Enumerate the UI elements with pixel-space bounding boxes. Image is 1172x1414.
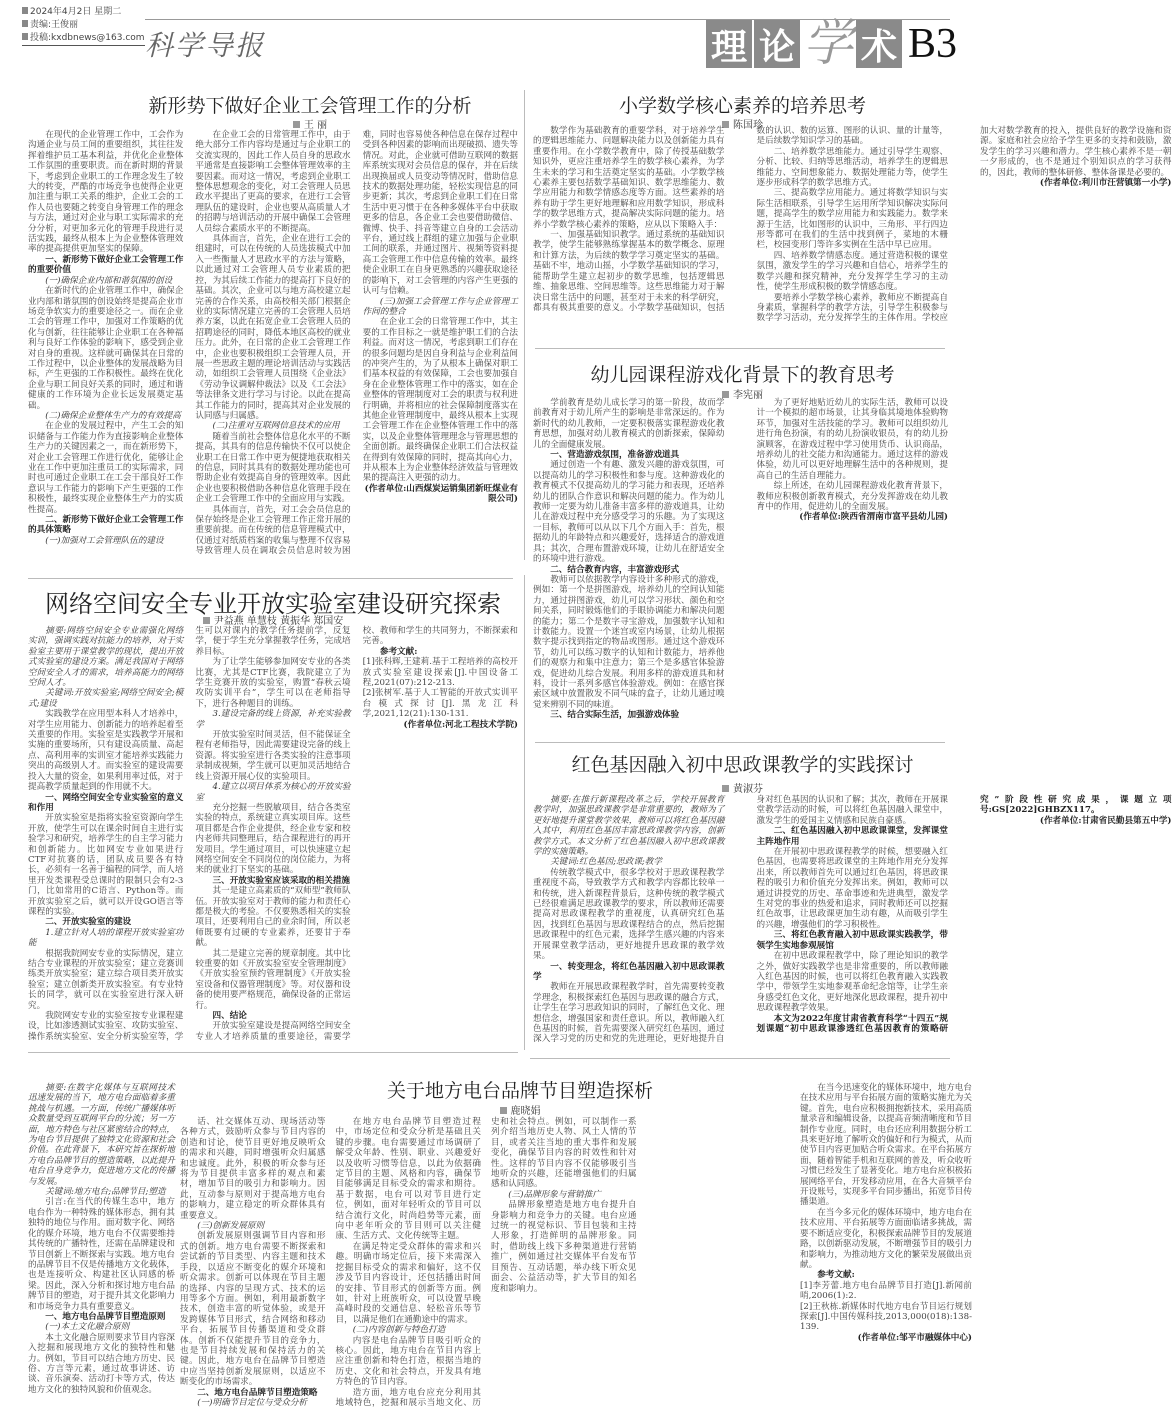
section-heading: 三、开放实验室应该采取的相关措施	[212, 875, 351, 886]
paragraph: 内容是电台品牌节目吸引听众的核心。因此，地方电台在节目内容上应注重创新和特色打造，根据当地的历史、文化和社会特点，开发具有地方特色的节目内容。	[335, 1335, 481, 1388]
article-title: 红色基因融入初中思政课教学的实践探讨	[571, 754, 914, 776]
section-char: 术	[856, 20, 902, 68]
paragraph: 实践教学在应用型本科人才培养中，对学生应用能力、创新能力的培养起着至关重要的作用。实验室是实践教学开展和实施的重要场所，只有建设高质量、高起点、高利用率的实训室才能培养实践能力突出的高级别人才。而实验室的建设需要投入大量的资金，如果利用率过低，对于提高教学质量起到的作用就不大。	[28, 709, 184, 793]
section-heading: 四、结论	[212, 1011, 247, 1022]
article-author: 李宪丽	[540, 386, 945, 401]
section-heading: 一、地方电台品牌节目塑造原则	[45, 1311, 166, 1322]
section-heading: 参考文献:	[379, 646, 418, 657]
paragraph: 充分挖掘一些脱敏项目，结合各类室实验的特点，系统建立真实项目库。这些项目都是合作企业提供，经企业专家和校内老师共同整理后，结合课程进行的再开发项目。学生通过项目，可以快速建立起网络空间安全不同岗位的岗位能力，为将来的就业打下坚实的基础。	[195, 802, 351, 876]
section-heading: 二、结合教育内容，丰富游戏形式	[550, 564, 680, 575]
article-body	[28, 130, 518, 562]
paragraph: 开放实验室建设是提高网络空间安全专业人才培养质量的重要途径，需要学校、教师和学生的共同努力，不断探索和完善。	[195, 626, 518, 1042]
article-title: 网络空间安全专业开放实验室建设研究探索	[45, 590, 501, 618]
paragraph: 在现代的企业管理工作中，工会作为沟通企业与员工间的重要组织，其往往发挥着维护员工基本利益，并优化企业整体工作氛围的重要职责。而在新时期的背景下，考虑到企业职工的工作理念发生了较大的转变，严酷的市场竞争也使得企业更加注重与职工关系的维护，企业工会的工作人员也要随之转变自身管理工作的理念与方法，通过对企业与职工实际需求的充分分析，对更加多元化的管理手段进行灵活实践，最终从根本上为企业整体管理效率的提高提供更加坚实的保障。	[28, 130, 184, 255]
section-heading: 参考文献:	[817, 1270, 855, 1281]
paragraph: 在企业工会的日常管理工作中，由于绝大部分工作内容均是通过与企业职工的交流实现的，因此工作人员自身的思政水平通常是直接影响工会整体管理效率的主要因素。而对这一情况，考虑到企业职工整体思想观念的变化，对工会管理人员思政水平提出了更高的要求，在进行工会管理队伍的建设时，企业也要从高质量人才的招聘与培训活动的开展中确保工会管理人员综合素质水平的不断提高。	[195, 130, 351, 234]
paragraph: 在地方电台品牌节目塑造过程中，市场定位和受众分析是基础且关键的步骤。电台需要通过市场调研了解受众年龄、性别、职业、兴趣爱好以及收听习惯等信息，以此为依据确定节目的主题、风格和内容，确保节目能够满足目标受众的需求和期待。基于数据，电台可以对节目进行定位，例如，面对年轻听众的节目可以结合流行文化，时尚趋势等元素，面向中老年听众的节目则可以关注健康、生活方式、文化传统等主题。	[335, 1117, 481, 1242]
subsection-heading: (三)加强工会管理工作与企业管理工作间的整合	[362, 296, 518, 317]
paragraph: 关键词:地方电台;品牌节目;塑造	[45, 1187, 166, 1198]
paragraph: 综上所述，在幼儿园课程游戏化教育背景下，教师应积极创新教育模式，充分发挥游戏在幼儿教育中的作用，促进幼儿的全面发展。	[756, 481, 948, 513]
editor: 责编:王俊丽	[22, 19, 145, 32]
submission-email: 投稿:kxdbnews@163.com	[22, 32, 145, 46]
subsection-heading: (一)确保企业内部和谐氛围的创设	[45, 275, 173, 286]
subsection-heading: (二)内容创新与特色打造	[352, 1325, 446, 1336]
paragraph: 三、提高数学应用能力。通过将数学知识与实际生活相联系，引导学生运用所学知识解决实际问题，提高学生的数学应用能力和实践能力。数学来源于生活，比如图形的认识中，三角形、平行四边形等都可在我们的生活中找到例子，菜地的木栅栏，校园变形门等许多实例在生活中早已应用。	[756, 188, 948, 251]
section-heading: 一、营造游戏氛围，准备游戏道具	[550, 450, 680, 461]
paragraph: 要培养小学数学核心素养，教师应不断提高自身素质，掌握科学的教学方法，引导学生积极参与数学学习活动，充分发挥学生的主体作用。学校应加大对数学教育的投入，提供良好的教学设施和资源。家庭和社会应给予学生更多的支持和鼓励，激发学生的学习兴趣和潜力。学生核心素养不是一朝一夕形成的，也不是通过个别知识点的学习获得的，因此，教师的整体研修、整体备课是必要的。	[756, 126, 1172, 324]
article-title: 新形势下做好企业工会管理工作的分析	[148, 95, 472, 117]
paragraph: 一、加强基础知识教学。通过系统的基础知识教学，使学生能够熟练掌握基本的数学概念、原理和计算方法，为后续的数学学习奠定坚实的基础。基础不牢，地动山摇，小学数学基础知识的学习，能帮助学生建立起初步的数学思维，包括逻辑思维、抽象思维、空间思维等。这些思维能力对于解决日常生活中的问题，甚至对于未来的科学研究，都具有极其重要的意义。小学数学基础知识，包括数的认识、数的运算、图形的认识、量的计量等，是后续数学知识学习的基础。	[533, 126, 948, 313]
paragraph: 在初中思政课程教学中，除了理论知识的教学之外，做好实践教学也是非常重要的，所以教师融入红色基因的时候，也可以将红色教育融入实践教学中，带领学生实地参观革命纪念馆等，让学生亲身感受红色文化，更好地深化思政课程，提升初中思政课程教学效果。	[756, 951, 948, 1014]
reference: [2]张树军.基于人工智能的开放式实训平台模式探讨[J].黑龙江科学,2021,12(21):130-131.	[362, 688, 518, 720]
paragraph: 随着当前社会整体信息化水平的不断提高，其具有的信息传输快不仅可以使企业职工在日常工作中更为便捷地获取相关的信息，同时其具有的数据处理功能也可帮助企业有效提高自身的管理效率。因此企业也要积极借助各种信息化管理手段在企业工会管理工作中的全面应用与实践。	[195, 431, 351, 505]
article-body	[533, 795, 1172, 1050]
section-heading: 一、网络空间安全专业实验室的意义和作用	[28, 792, 184, 813]
article-body	[28, 1083, 175, 1409]
article-divider	[530, 1058, 950, 1059]
paragraph: 关键词:红色基因;思政课;教学	[550, 857, 662, 868]
paragraph: 话、社交媒体互动、现场活动等各种方式，鼓励听众参与节目内容的创造和讨论，使节目更好地反映听众的需求和兴趣，同时增强听众归属感和忠诚度。此外，积极的听众参与还将为节目提供丰富多样的观点和素材，增加节目的吸引力和影响力。因此，互动参与原则对于提高地方电台的影响力，建立稳定的听众群体具有重要意义。	[180, 1117, 326, 1221]
article-divider	[28, 1052, 518, 1053]
section-char: 学	[803, 14, 853, 72]
section-char: 理	[706, 20, 752, 68]
article-body	[28, 626, 518, 1050]
paragraph: 二、培养数学思维能力。通过引导学生观察、分析、比较、归纳等思维活动，培养学生的逻辑思维能力、空间想象能力、数据处理能力等，使学生逐步形成科学的数学思维方式。	[756, 146, 948, 189]
section-heading: 二、红色基因融入初中思政课课堂，发挥课堂主阵地作用	[756, 826, 948, 847]
paragraph: 在新时代的企业管理工作中，确保企业内部和谐氛围的创设始终是提高企业市场竞争软实力的重要途径之一。而在企业工会的管理工作中，加强对工作策略的优化与创新，往往能够让企业职工在各种福利与良好工作体验的影响下，感受到企业对自身的重视。这样就可确保其在日常的工作过程中，以企业整体的发展战略为目标，产生更强的工作积极性。最终在优化企业与职工间良好关系的同时，通过和谐健康的工作环境为企业长远发展奠定基础。	[28, 286, 184, 411]
paragraph: 数学作为基础教育的重要学科，对于培养学生的逻辑思维能力、问题解决能力以及创新能力具有重要作用。在小学数学教育中，除了传授基础数学知识外，更应注重培养学生的数学核心素养，为学生未来的学习和生活奠定坚实的基础。小学数学核心素养主要包括数学基础知识、数学思维能力、数学应用能力和数学情感态度等方面。这些素养的培养有助于学生更好地理解和应用数学知识，形成科学的数学思维方式，提高解决实际问题的能力。培养小学数学核心素养的策略，应从以下策略入手：	[533, 126, 725, 230]
paragraph: 在满足特定受众群体的需求和兴趣。明确市场定位后，接下来需深入挖掘目标受众的需求和偏好，这不仅涉及节目内容设计，还包括播出时间的安排、节目形式的创新等方面。例如，针对上班族听众，可以设置早晚高峰时段的交通信息、轻松音乐等节目，以满足他们在通勤途中的需求。	[335, 1241, 481, 1325]
section-heading: 二、新形势下做好企业工会管理工作的具体策略	[28, 515, 184, 536]
article-title: 小学数学核心素养的培养思考	[618, 95, 866, 117]
paragraph: 教师在开展思政课程教学时，首先需要转变教学理念，积极探索红色基因与思政课的融合方式，让学生在学习思政知识的同时，了解红色文化、理想信念，增强国家和责任意识。所以，教师融入红色基因的时候，首先需要深入研究红色基因，通过深入学习党的历史和党的先进理论，更好地提升自身对红色基因的认识和了解；其次，教师在开展课堂教学活动的时候，可以将红色基因融入课堂中，激发学生的爱国主义情感和民族自豪感。	[533, 795, 948, 1045]
paragraph: 在当今多元化的媒体环境中，地方电台在技术应用、平台拓展等方面面临诸多挑战，需要不断适应变化，积极探索品牌节目的发展道路，以创新驱动发展，不断增强节目的吸引力和影响力，为推动地方文化的繁荣发展做出贡献。	[800, 1207, 972, 1270]
section-heading: 一、新形势下做好企业工会管理工作的重要价值	[28, 254, 184, 276]
article-divider	[535, 348, 945, 349]
subsection-heading: (三)创新发展原则	[197, 1221, 265, 1232]
column-divider	[524, 90, 525, 560]
subsection-heading: 4.建立以项目体系为核心的开放实验室	[195, 782, 351, 803]
section-heading: 三、将红色教育融入初中思政课实践教学，带领学生实地参观展馆	[756, 930, 948, 951]
section-heading: 本文为2022年度甘肃省教育科学“十四五”规划课题“初中思政课渗透红色基因教育的策略研究”阶段性研究成果，课题立项号:GS[2022]GHBZX117。	[756, 795, 1172, 1034]
reference: [1]李芳蕾.地方电台品牌节目打造[J].新闻前哨,2006(1):2.	[800, 1280, 972, 1302]
author-affiliation: (作者单位:山西煤炭运销集团新旺煤业有限公司)	[364, 483, 518, 505]
paragraph: 根据我院网安专业的实际情况，建立结合专业课程的开放实验室；建立竞赛训练类开放实验室；建立综合项目类开放实验室；建立创新类开放实验室。有专业特长的同学，就可以在实验室进行深入研究。	[28, 948, 184, 1011]
column-divider	[524, 575, 525, 1050]
section-heading: 三、结合实际生活，加强游戏体验	[550, 710, 680, 721]
paragraph: 创新发展原则强调节目内容和形式的创新。地方电台需要不断探索和尝试新的节目类型、内容主题和技术手段，以适应不断变化的媒介环境和听众需求。创新可以体现在节目主题的选择、内容的呈现方式、技术的运用等多个方面。例如，利用最新数字技术，创造丰富的听觉体验，或是开发跨媒体节目形式，结合网络和移动平台，拓展节目传播渠道和受众群体。创新不仅能提升节目的竞争力，也是节目持续发展和保持活力的关键。因此，地方电台在品牌节目塑造中应当坚持创新发展原则，以适应不断变化的市场需求。	[180, 1231, 326, 1388]
paragraph: 摘要:网络空间安全专业需强化网络实训，强调实践对抗能力的培养，对于实验室主要用于课堂教学的现状，提出开放式实验室的建设方案。满足我国对于网络空间安全人才的需求，培养高能力的网络空间人才。	[28, 626, 184, 689]
article-author: 陈国珍	[540, 116, 945, 131]
subsection-heading: 1.建立针对人培的课程开放实验室功能	[28, 927, 184, 949]
section-heading: 一、转变理念，将红色基因融入初中思政课教学	[533, 961, 725, 982]
paragraph: 造方面，地方电台应充分利用其地域特色，挖掘和展示当地文化、历史和社会特点。例如，可以制作一系列介绍当地历史人物、风土人情的节目，或者关注当地的重大事件和发展变化，确保节目内容的时效性和针对性。这样的节目内容不仅能够吸引当地听众的兴趣，还能增强他们的归属感和认同感。	[335, 1117, 637, 1408]
author-affiliation: (作者单位:甘肃省民勤县第五中学)	[1039, 815, 1172, 826]
article-author: 鹿晓娟	[330, 1102, 710, 1117]
article-body	[180, 1117, 792, 1409]
reference: [2]王秋栋.新媒体时代地方电台节目运行规划探索[J].中国传媒科技,2013,000(018):138-139.	[800, 1301, 972, 1333]
author-affiliation: (作者单位:邹平市融媒体中心)	[857, 1332, 972, 1343]
author-affiliation: (作者单位:陕西省渭南市富平县幼儿园)	[799, 512, 948, 523]
paragraph: 传统教学模式中，很多学校对于思政课程教学重视度不高，导致教学方式和教学内容都比较单一和传统，进入新课程背景后，这种传统的教学模式已经很难满足思政课教学的要求，所以教师还需要提高对思政课程教学的重视度，认真研究红色基因，找到红色基因与思政课程结合的点，然后挖掘思政课程中的红色元素，选择学生感兴趣的内容来开展课堂教学活动，更好地提升思政课的教学效果。	[533, 867, 725, 962]
paragraph: 在企业的发展过程中，产生工会的知识储备与工作能力作为直接影响企业整体生产力的关键因素之一，而在新形势下，对企业工会管理工作进行优化，能够让企业在工作中更加注重员工的实际需求，同时也可通过企业职工在工会干部良好工作意识与工作能力的影响下产生更强的工作积极性，最终实现企业整体生产力的实质性提高。	[28, 421, 184, 515]
section-heading: 二、地方电台品牌节目塑造策略	[197, 1387, 318, 1398]
article-title: 幼儿园课程游戏化背景下的教育思考	[590, 364, 895, 386]
issue-date: 2024年4月2日 星期二	[22, 6, 145, 19]
article-author: 黄淑芬	[540, 780, 945, 795]
paragraph: 教师可以依据教学内容设计多种形式的游戏，例如：第一个是拼图游戏，培养幼儿的空间认知能力，通过拼图游戏，幼儿可以学习形状、颜色和空间关系，同时锻炼他们的手眼协调能力和解决问题的能力；第二个是数字寻宝游戏，加强数字认知和计数能力。设置一个迷宫或室内场景，让幼儿根据数字提示找到指定的物品或图形。通过这个游戏环节，幼儿可以练习数字的认知和计数能力，培养他们的观察力和集中注意力；第三个是多感官体验游戏，促进幼儿综合发展。利用多样的游戏道具和材料，设计一系列多感官体验游戏。例如：在感官探索区域中放置散发不同气味的盒子，让幼儿通过嗅觉来辨别不同的味道。	[533, 574, 725, 710]
paragraph: 学前教育是幼儿成长学习的第一阶段，故而学前教育对于幼儿所产生的影响是非常深远的。作为新时代的幼儿教师，一定要积极落实课程游戏化教育思想，加强对幼儿教育模式的创新探索，保障幼儿的全面健康发展。	[533, 398, 725, 450]
paragraph: 通过创造一个有趣、激发兴趣的游戏氛围，可以提高幼儿的学习积极性和参与度。这种游戏化的教育模式不仅提高幼儿的学习能力和表现，还培养幼儿的团队合作意识和解决问题的能力。作为幼儿教师一定要为幼儿准备丰富多样的游戏道具，让幼儿在游戏过程中充分感受学习的乐趣。为了实现这一目标，教师可以从以下几个方面入手：首先，根据幼儿的年龄特点和兴趣爱好，选择适合的游戏道具；其次，合理布置游戏环境，让幼儿在舒适安全的环境中进行游戏。	[533, 460, 725, 565]
paragraph: 引言:在当代的传媒生态中，地方电台作为一种特殊的媒体形态，拥有其独特的地位与作用。面对数字化、网络化的媒介环境，地方电台不仅需要维持其传统的广播特性，还需在品牌建设和节目创新上不断探索与实践。地方电台的品牌节目不仅是传播地方文化载体，也是连接听众、构建社区认同感的桥梁。因此，深入分析和探讨地方电台品牌节目的塑造，对于提升其文化影响力和市场竞争力具有重要意义。	[28, 1197, 175, 1312]
paragraph: 品牌形象塑造是地方电台提升自身影响力和竞争力的关键。电台应通过统一的视觉标识、节目包装和主持人形象，打造鲜明的品牌形象。同时，借助线上线下多种渠道进行营销推广，例如通过社交媒体平台发布节目预告、互动话题，举办线下听众见面会、公益活动等，扩大节目的知名度和影响力。	[491, 1200, 637, 1294]
paragraph: 具体而言，首先，对工会会员信息的保存始终是企业工会管理工作正常开展的重要前提。而在传统的信息管理模式中，仅通过对纸质档案的收集与整理不仅容易导致管理人员在调取会员信息时较为困难，同时也容易使各种信息在保存过程中受到各种因素的影响而出现破损、遗失等情况。对此，企业就可借助互联网的数据库系统实现对会员信息的保存，并在后续出现换届或人员变动等情况时，借助信息技术的数据处理功能，轻松实现信息的同步更新；其次，考虑到企业职工们在日常生活中更习惯于在各种多媒体平台中获取更多的信息，各企业工会也要借助微信、微博、快手、抖音等建立自身的工会活动平台，通过线上群组的建立加强与企业职工间的联系，并通过图片、视频等资料提高工会管理工作中信息传输的效率。最终使企业职工在自身更熟悉的兴趣获取途径的影响下，对工会管理的内容产生更强的认可与信赖。	[195, 130, 518, 557]
author-affiliation: (作者单位:利川市汪营镇第一小学)	[1039, 178, 1172, 189]
article-author: 尹益燕 单慧枝 黄振华 郑国安	[28, 612, 518, 627]
paragraph: 在企业工会的日常管理工作中，其主要的工作目标之一就是维护职工们的合法利益。而对这一情况，考虑到职工们存在的很多问题均是因自身利益与企业利益间的冲突产生的，为了从根本上确保对职工们基本权益的有效保障，工会也要加强自身在企业整体管理工作中的落实，如在企业整体的管理制度对工会的职责与权利进行明确，并将相应的社会保障制度落实在其他企业管理制度中，最终从根本上实现工会管理工作在企业整体管理工作中的落实，以及企业整体管理理念与管理思想的全面创新。最终确保企业职工们合法权益在得到有效保障的同时，提高其向心力，并从根本上为企业整体经济效益与管理效果的提高注入更强的动力。	[362, 317, 518, 484]
masthead-logo: 科学导报	[145, 29, 266, 62]
author-affiliation: (作者单位:河北工程技术学院)	[403, 719, 518, 730]
paragraph: 在当今迅速变化的媒体环境中，地方电台在技术应用与平台拓展方面的策略实施尤为关键。首先，电台应积极拥抱新技术，采用高质量录音和编辑设备，以提高音频清晰度和节目制作专业度。同时，电台还应利用数据分析工具来更好地了解听众的偏好和行为模式，从而使节目内容更加贴合听众需求。在平台拓展方面，随着智能手机和互联网的普及，听众收听习惯已经发生了显著变化。地方电台应积极拓展网络平台，开发移动应用，在各大音频平台开设账号，实现多平台同步播出，拓宽节目传播渠道。	[800, 1083, 972, 1208]
issue-info	[22, 6, 145, 46]
paragraph: 摘要:在数字化媒体与互联网技术迅速发展的当下，地方电台面临着多重挑战与机遇。一方面，传统广播媒体听众数量受到互联网平台的分流；另一方面，地方特色与社区紧密结合的特点，为电台节目提供了独特文化资源和社会价值。在此背景下，本研究旨在探析地方电台品牌节目的塑造策略，以此提升电台自身竞争力，促进地方文化的传播与发展。	[28, 1083, 175, 1187]
paragraph: 其一是建立高素质的“双师型”教师队伍。开放实验室对于教师的能力和责任心都是极大的考验。不仅要熟悉相关的实验项目，还要利用自己的业余时间，所以老师既要有过硬的专业素养，还要甘于奉献。	[195, 886, 351, 949]
paragraph: 四、培养数学情感态度。通过营造积极的课堂氛围，激发学生的学习兴趣和自信心，培养学生的数学兴趣和探究精神，充分发挥学生学习的主动性，使学生形成积极的数学情感态度。	[756, 250, 948, 293]
subsection-heading: (二)注重对互联网信息技术的应用	[212, 421, 340, 432]
article-body	[800, 1083, 972, 1409]
section-banner	[706, 14, 958, 72]
article-title: 关于地方电台品牌节目塑造探析	[386, 1080, 653, 1102]
article-author: 王 丽	[95, 116, 525, 131]
section-heading: 二、开放实验室的建设	[45, 917, 132, 928]
section-char: 论	[754, 20, 800, 68]
page-number: B3	[908, 21, 958, 67]
paragraph: 为了让学生能够参加网安专业的各类比赛，尤其是CTF比赛，我院建立了为学生竞赛开放的实验室，购置“春秋云境攻防实训平台”，学生可以在老师指导下，进行各种题目的训练。	[195, 657, 351, 709]
paragraph: 摘要:在推行新课程改革之后，学校开展教育教学时，加强思政课教学是非常重要的，教师为了更好地提升课堂教学效果，教师可以将红色基因融入其中，利用红色基因丰富思政课教学内容，创新教学方式。本文分析了红色基因融入初中思政课教学的实施策略。	[533, 795, 725, 858]
article-body	[533, 398, 948, 738]
subsection-heading: (一)明确节目定位与受众分析	[197, 1397, 308, 1408]
paragraph: 关键词:开放实验室;网络空间安全;模式;建设	[28, 688, 184, 709]
paragraph: 其二是建立完善的规章制度。其中比较重要的如《开放实验室安全管理制度》《开放实验室预约管理制度》《开放实验室设备和仪器管理制度》等。对仪器和设备的使用要严格规范，确保设备的正常运行。	[195, 948, 351, 1011]
subsection-heading: (一)加强对工会管理队伍的建设	[45, 535, 164, 546]
paragraph: 为了更好地贴近幼儿的实际生活，教师可以设计一个模拟的超市场景，让其身临其境地体验购物环节，加强对生活技能的学习。教师可以组织幼儿进行角色扮演，有的幼儿扮演收银员，有的幼儿扮演顾客，在游戏过程中学习使用货币、认识商品，培养幼儿的社交能力和沟通能力。通过这样的游戏体验，幼儿可以更好地理解生活中的各种规则，提高自己的生活自理能力。	[756, 398, 948, 481]
article-divider	[535, 742, 945, 743]
paragraph: 在开展初中思政课程教学的时候，想要融入红色基因，也需要将思政课堂的主阵地作用充分发挥出来，所以教师首先可以通过红色基因，将思政课程的吸引力和价值充分发挥出来。例如，教师可以通过讲授党的历史、革命事迹和先进典型，激发学生对党的事业的热爱和追求，同时教师还可以挖掘红色故事，让思政课更加生动有趣，从而吸引学生的兴趣，增强他们的学习积极性。	[756, 847, 948, 930]
paragraph: 具体而言，首先，企业在进行工会的组建时，可以在传统的人员选拔模式中加入一些衡量人才思政水平的方法与策略，以此通过对工会管理人员专业素质的把控，为其后续工作能力的提高打下良好的基础。其次，企业可以与地方高校建立起完善的合作关系，由高校相关部门根据企业的实际情况建立完善的工会管理人员培养方案，以此在拓宽企业工会管理人员的招聘途径的同时，降低本地区高校的就业压力。此外，在日常的企业工会管理工作中，企业也要积极组织工会管理人员，开展一些思政主题的理论培训活动与实践活动，如组织工会管理人员围绕《企业法》《劳动争议调解仲裁法》以及《工会法》等法律条文进行学习与讨论。以此在提高其工作能力的同时，提高其对企业发展的认同感与归属感。	[195, 234, 351, 421]
subsection-heading: (二)确保企业整体生产力的有效提高	[45, 410, 181, 421]
subsection-heading: 3.建设完备的线上资源，补充实验教学	[195, 709, 351, 730]
paragraph: 开放实验室时间灵活，但不能保证全程有老师指导，因此需要建设完备的线上资源。将实验室进行各类实验的注意事项录制成视频，学生就可以更加灵活地结合线上资源开展心仪的实验项目。	[195, 730, 351, 782]
paragraph: 本土文化融合原则要求节目内容深入挖掘和展现地方文化的独特性和魅力。例如，节目可以结合地方历史、民俗、方言等元素，通过故事讲述、访谈、音乐演奏、活动打卡等方式，传达地方文化的独特风貌和价值观念。	[28, 1332, 175, 1395]
article-body	[533, 126, 1172, 324]
reference: [1]张科辉,王建莉.基于工程培养的高校开放式实验室建设探索[J].中国设备工程,2021(07):212-213.	[362, 657, 518, 689]
subsection-heading: (一)本土文化融合原则	[45, 1322, 130, 1333]
paragraph: 开放实验室是指将实验室资源向学生开放，使学生可以在课余时间自主进行实验学习和研究，培养学生的自主学习能力和创新能力。比如网安专业如果进行CTF对抗赛的话，团队成员要各有特长，必须有一名善于编程的同学，而人培里开发类课程受总课时的限制只会有2-3门，比如常用的C语言、Python等。而开放实验室之后，就可以开设GO语言等课程的实验。	[28, 813, 184, 917]
article-divider	[28, 578, 513, 579]
paragraph: 我院网安专业的实验室按专业课程建设，比如渗透测试实验室、攻防实验室、操作系统实验室、安全分析实验室等，学生可以对课内的教学任务提前学，反复学，便于学生充分掌握教学任务，完成培养目标。	[28, 626, 351, 1042]
subsection-heading: (三)品牌形象与营销推广	[508, 1189, 601, 1200]
